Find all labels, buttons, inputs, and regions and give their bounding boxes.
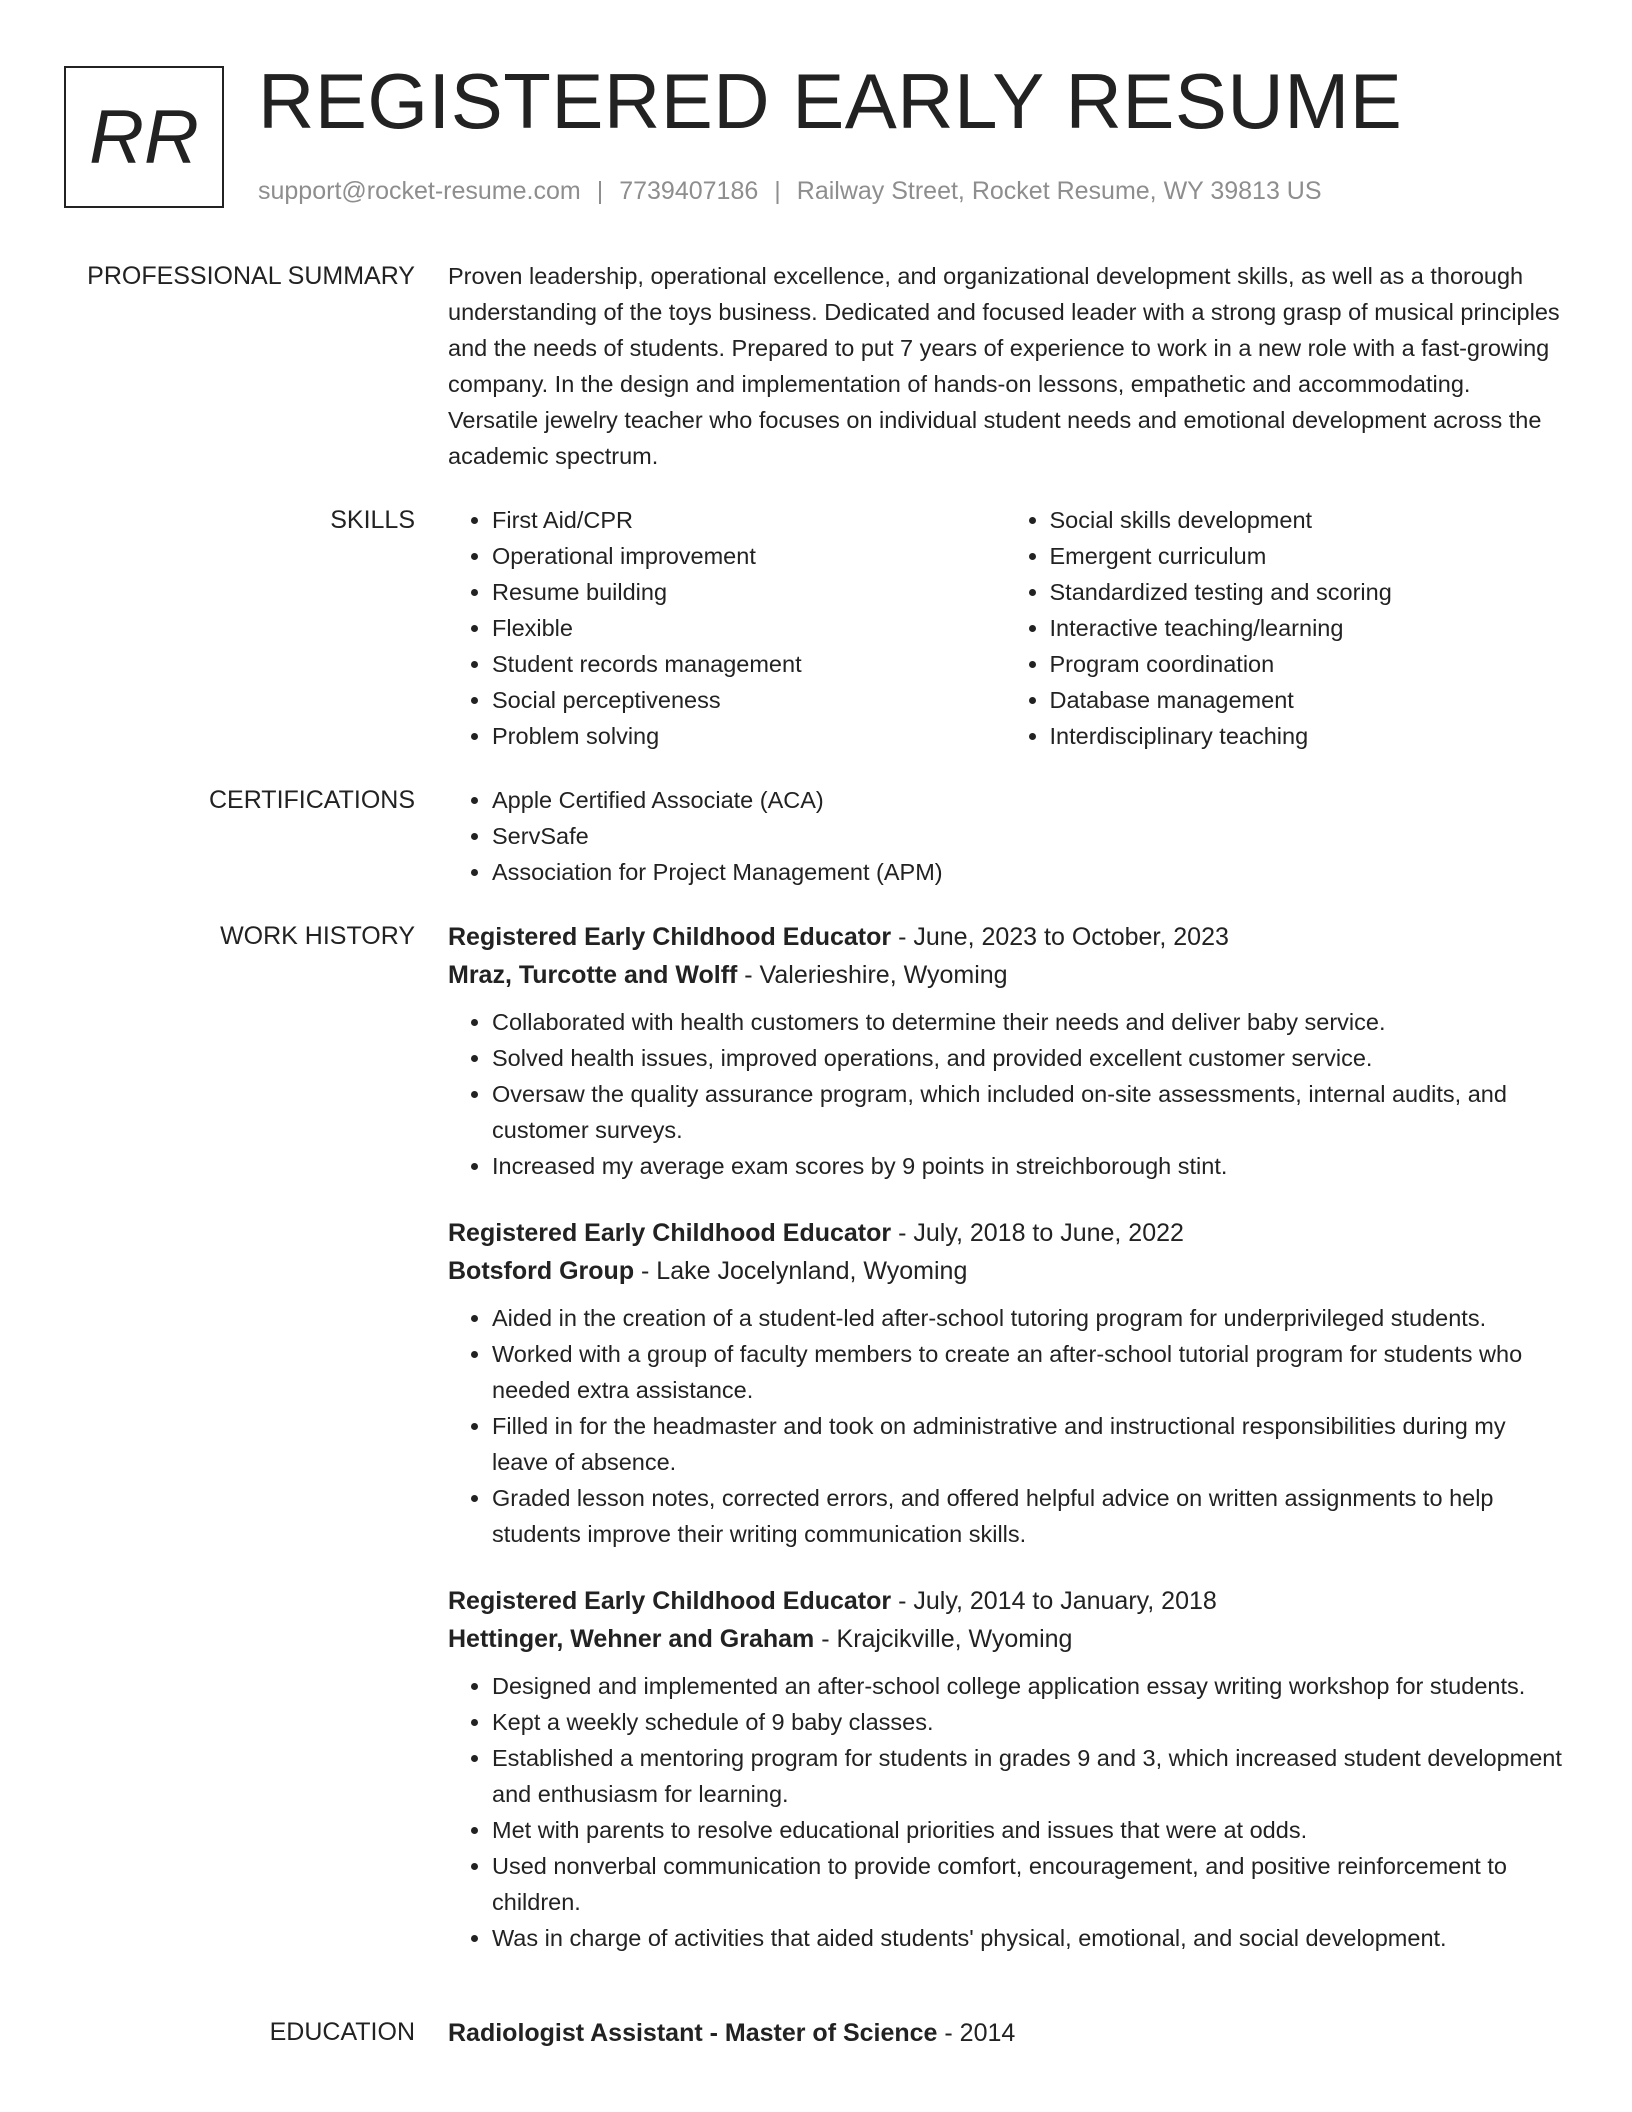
education-section — [0, 2014, 1632, 2052]
job-dates: - July, 2018 to June, 2022 — [891, 1219, 1184, 1247]
job-entry — [448, 918, 1563, 1184]
job-bullet: • Kept a weekly schedule of 9 baby classes. — [492, 1704, 1563, 1740]
job-company-line — [448, 956, 1563, 994]
summary-section — [0, 258, 1632, 474]
contact-separator: | — [596, 177, 604, 205]
job-company: Mraz, Turcotte and Wolff — [448, 961, 738, 989]
job-title: Registered Early Childhood Educator — [448, 1587, 892, 1615]
skill-item: • Social skills development — [1050, 502, 1564, 538]
skill-item: • First Aid/CPR — [492, 502, 1006, 538]
work-history-body — [448, 918, 1563, 1986]
job-bullet: • Worked with a group of faculty members to create an after-school tutorial program for students who needed extra assistance. — [492, 1336, 1563, 1408]
skill-item: • Interactive teaching/learning — [1050, 610, 1564, 646]
job-title-line — [448, 1214, 1563, 1252]
skills-list-left — [448, 502, 1006, 754]
job-entry — [448, 1214, 1563, 1552]
job-entry — [448, 1582, 1563, 1956]
skills-body — [448, 502, 1563, 754]
education-body — [448, 2014, 1563, 2052]
skills-section — [0, 502, 1632, 754]
job-bullet: • Designed and implemented an after-school college application essay writing workshop for students. — [492, 1668, 1563, 1704]
skill-item: • Flexible — [492, 610, 1006, 646]
skill-item: • Problem solving — [492, 718, 1006, 754]
job-location: - Krajcikville, Wyoming — [814, 1625, 1073, 1653]
job-title-line — [448, 918, 1563, 956]
job-bullet: • Was in charge of activities that aided students' physical, emotional, and social development. — [492, 1920, 1563, 1956]
section-label-certifications: CERTIFICATIONS — [208, 786, 415, 814]
skill-item: • Emergent curriculum — [1050, 538, 1564, 574]
job-bullet: • Used nonverbal communication to provide comfort, encouragement, and positive reinforcement to children. — [492, 1848, 1563, 1920]
summary-text: Proven leadership, operational excellence, and organizational development skills, as well as a thorough understanding of the toys business. Dedicated and focused leader with a strong grasp of musical principles and the needs of students. Prepared to put 7 years of experience to work in a new role with a fast-growing company. In the design and implementation of hands-on lessons, empathetic and accommodating. Versatile jewelry teacher who focuses on individual student needs and emotional development across the academic spectrum. — [448, 263, 1560, 469]
contact-separator: | — [774, 177, 781, 205]
contact-phone[interactable]: 7739407186 — [619, 177, 759, 205]
skill-item: • Social perceptiveness — [492, 682, 1006, 718]
job-bullets — [448, 1668, 1563, 1956]
job-dates: - June, 2023 to October, 2023 — [891, 923, 1229, 951]
certifications-body — [448, 782, 1563, 890]
skills-list-right — [1006, 502, 1564, 754]
contact-address: Railway Street, Rocket Resume, WY 39813 US — [796, 177, 1322, 205]
job-bullet: • Collaborated with health customers to determine their needs and deliver baby service. — [492, 1004, 1563, 1040]
education-line — [448, 2014, 1563, 2052]
job-bullets — [448, 1004, 1563, 1184]
skill-item: • Operational improvement — [492, 538, 1006, 574]
contact-line — [258, 176, 1322, 206]
job-bullet: • Oversaw the quality assurance program, which included on-site assessments, internal audits, and customer surveys. — [492, 1076, 1563, 1148]
education-year: - 2014 — [937, 2019, 1016, 2047]
job-title: Registered Early Childhood Educator — [448, 923, 892, 951]
certification-item: • ServSafe — [492, 818, 1563, 854]
resume-sections — [0, 258, 1632, 2080]
resume-title: REGISTERED EARLY RESUME — [258, 57, 1403, 145]
job-bullet: • Aided in the creation of a student-led after-school tutoring program for underprivileged students. — [492, 1300, 1563, 1336]
skill-item: • Standardized testing and scoring — [1050, 574, 1564, 610]
certification-item: • Association for Project Management (APM) — [492, 854, 1563, 890]
section-label-work: WORK HISTORY — [220, 922, 415, 950]
skill-item: • Database management — [1050, 682, 1564, 718]
job-dates: - July, 2014 to January, 2018 — [891, 1587, 1217, 1615]
job-location: - Lake Jocelynland, Wyoming — [634, 1257, 968, 1285]
job-title-line — [448, 1582, 1563, 1620]
job-title: Registered Early Childhood Educator — [448, 1219, 892, 1247]
job-bullet: • Met with parents to resolve educational priorities and issues that were at odds. — [492, 1812, 1563, 1848]
monogram-logo: RR — [64, 66, 224, 208]
job-bullet: • Graded lesson notes, corrected errors, and offered helpful advice on written assignments to help students improve their writing communication skills. — [492, 1480, 1563, 1552]
section-label-skills: SKILLS — [330, 506, 415, 534]
job-bullet: • Established a mentoring program for students in grades 9 and 3, which increased student development and enthusiasm for learning. — [492, 1740, 1563, 1812]
certification-item: • Apple Certified Associate (ACA) — [492, 782, 1563, 818]
work-history-section — [0, 918, 1632, 1986]
job-bullet: • Solved health issues, improved operations, and provided excellent customer service. — [492, 1040, 1563, 1076]
skill-item: • Resume building — [492, 574, 1006, 610]
job-company: Botsford Group — [448, 1257, 635, 1285]
education-degree: Radiologist Assistant - Master of Science — [448, 2019, 938, 2047]
job-company-line — [448, 1620, 1563, 1658]
job-bullets — [448, 1300, 1563, 1552]
job-bullet: • Increased my average exam scores by 9 points in streichborough stint. — [492, 1148, 1563, 1184]
skill-item: • Student records management — [492, 646, 1006, 682]
section-label-education: EDUCATION — [269, 2018, 415, 2046]
certifications-section — [0, 782, 1632, 890]
section-label-summary: PROFESSIONAL SUMMARY — [87, 262, 415, 290]
skill-item: • Program coordination — [1050, 646, 1564, 682]
job-company: Hettinger, Wehner and Graham — [448, 1625, 815, 1653]
contact-email[interactable]: support@rocket-resume.com — [258, 177, 581, 205]
job-company-line — [448, 1252, 1563, 1290]
certifications-list — [448, 782, 1563, 890]
summary-body — [448, 258, 1563, 474]
job-bullet: • Filled in for the headmaster and took on administrative and instructional responsibilities during my leave of absence. — [492, 1408, 1563, 1480]
skill-item: • Interdisciplinary teaching — [1050, 718, 1564, 754]
job-location: - Valerieshire, Wyoming — [737, 961, 1008, 989]
